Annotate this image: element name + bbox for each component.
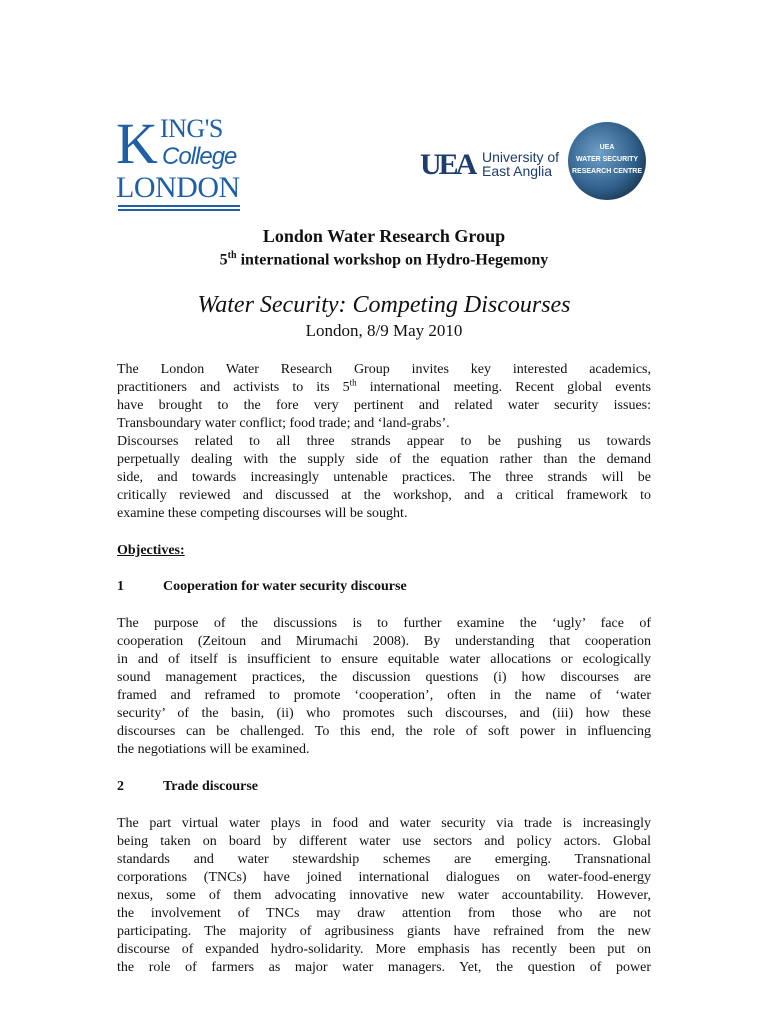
text-line: being taken on board by different water use sectors and policy actors. Global [117,834,651,849]
text-line: the involvement of TNCs may draw attention from those who are not [117,906,651,921]
logo-rule [118,209,240,211]
ordinal-suffix: th [349,377,357,388]
text-line: practitioners and activists to its 5th international meeting. Recent global events [117,377,651,395]
document-title: Water Security: Competing Discourses [197,292,571,318]
intro-paragraph [117,361,651,523]
section-number: 2 [117,779,124,794]
objectives-heading: Objectives: [117,543,185,558]
text-line: examine these competing discourses will be sought. [117,506,408,521]
section-paragraph [117,615,651,759]
text-line: framed and reframed to promote ‘cooperation’, often in the name of ‘water [117,688,651,703]
logo-ings: ING'S [160,114,223,143]
workshop-number: 5 [219,251,228,269]
section-heading [117,779,258,795]
text-line: the negotiations will be examined. [117,742,310,757]
text-line: nexus, some of them advocating innovative new water accountability. However, [117,888,651,903]
wsrc-line2: WATER SECURITY [575,156,639,163]
text-line: The London Water Research Group invites key interested academics, [117,362,651,377]
logo-college: College [162,143,237,170]
wsrc-line3: RESEARCH CENTRE [571,168,642,175]
section-number: 1 [117,579,124,594]
section-title: Trade discourse [163,779,259,794]
text-line: discourses can be challenged. To this end, the role of soft power in influencing [117,724,651,739]
text-line: in and of itself is insufficient to ensure equitable water allocations or ecologically [117,652,651,667]
text-line [117,977,651,995]
event-date: London, 8/9 May 2010 [305,321,463,340]
text-line: critically reviewed and discussed at the workshop, and a critical framework to [117,488,651,503]
text-line: The part virtual water plays in food and water security via trade is increasingly [117,816,651,831]
text-line: sound management practices, the discussion questions (i) how discourses are [117,670,651,685]
text-line: corporations (TNCs) have joined international dialogues on water-food-energy [117,870,651,885]
text-line: participating. The majority of agribusiness giants have refrained from the new [117,924,651,939]
text-line: security’ of the basin, (ii) who promotes such discourses, and (iii) how these [117,706,651,721]
kings-college-london-logo [116,111,246,212]
text-line: The purpose of the discussions is to further examine the ‘ugly’ face of [117,616,651,631]
text-line: discourse of expanded hydro-solidarity. More emphasis has recently been put on [117,942,651,957]
uea-name [482,150,559,178]
section-title: Cooperation for water security discourse [163,579,407,594]
group-heading: London Water Research Group [262,226,506,246]
workshop-ordinal: th [227,250,237,261]
text-line: perpetually dealing with the supply side of the equation rather than the demand [117,452,651,467]
section-paragraph [117,815,651,995]
workshop-text: international workshop on Hydro-Hegemony [236,251,549,269]
text-line: have brought to the fore very pertinent and related water security issues: [117,398,651,413]
workshop-heading [0,250,768,269]
text-line: Discourses related to all three strands appear to be pushing us towards [117,434,651,449]
logo-rule [118,205,240,207]
text-line: cooperation (Zeitoun and Mirumachi 2008). By understanding that cooperation [117,634,651,649]
uea-line2: East Anglia [482,163,553,179]
water-security-research-centre-logo [568,122,646,200]
text-line: the role of farmers as major water managers. Yet, the question of power [117,960,651,975]
uea-line1: University of [482,149,560,165]
logo-london: LONDON [116,171,240,204]
text-line: side, and towards increasingly untenable practices. The three strands will be [117,470,651,485]
text-line: standards and water stewardship schemes are emerging. Transnational [117,852,651,867]
text-line: Transboundary water conflict; food trade; and ‘land-grabs’. [117,416,450,431]
wsrc-line1: UEA [599,144,615,151]
logo-k: K [116,111,158,176]
uea-mark: UEA [420,148,475,181]
section-heading [117,579,407,595]
